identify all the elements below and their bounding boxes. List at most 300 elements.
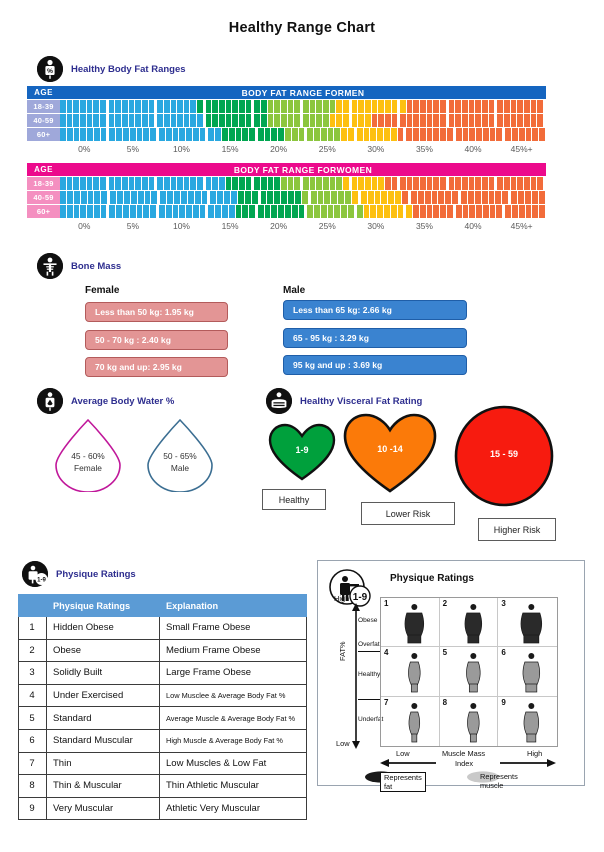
body-fat-cell xyxy=(358,114,364,127)
diagram-x-axis-label-1: Muscle Mass xyxy=(442,749,486,758)
body-fat-cell xyxy=(288,114,294,127)
body-fat-cell xyxy=(116,128,122,141)
body-fat-cell xyxy=(343,100,349,113)
body-fat-cell xyxy=(109,128,115,141)
body-fat-cell xyxy=(462,177,468,190)
body-fat-cell xyxy=(418,191,424,204)
physique-header-rating: Physique Ratings xyxy=(47,595,160,617)
body-fat-cell xyxy=(208,205,214,218)
body-fat-cell xyxy=(420,100,426,113)
body-fat-cell xyxy=(433,114,439,127)
table-row xyxy=(19,797,307,820)
body-fat-row xyxy=(27,114,546,127)
physique-grid-cell-3 xyxy=(498,598,557,647)
body-fat-cell xyxy=(157,100,163,113)
body-fat-cell xyxy=(249,205,255,218)
men-title-emphasis: MEN xyxy=(344,87,365,98)
body-fat-cell xyxy=(81,191,87,204)
body-fat-cell xyxy=(537,100,543,113)
body-fat-cell xyxy=(249,128,255,141)
body-fat-cell xyxy=(413,128,419,141)
body-fat-cell xyxy=(447,205,453,218)
axis-tick: 0% xyxy=(78,221,91,231)
body-fat-cell xyxy=(174,191,180,204)
body-fat-cell xyxy=(532,205,538,218)
body-fat-cell xyxy=(331,191,337,204)
body-fat-cell xyxy=(129,100,135,113)
body-fat-cell xyxy=(388,191,394,204)
body-fat-row xyxy=(27,191,546,204)
table-row xyxy=(19,707,307,730)
body-fat-cell xyxy=(483,205,489,218)
body-fat-cell xyxy=(231,191,237,204)
body-fat-cell xyxy=(157,177,163,190)
axis-tick: 10% xyxy=(172,221,190,231)
body-fat-cell xyxy=(489,177,495,190)
body-fat-cell xyxy=(427,128,433,141)
body-fat-cell xyxy=(80,177,86,190)
body-fat-cell xyxy=(440,128,446,141)
body-fat-cell xyxy=(440,114,446,127)
body-fat-cell xyxy=(179,128,185,141)
axis-tick: 20% xyxy=(270,221,288,231)
body-fat-cell xyxy=(336,114,342,127)
body-fat-cell xyxy=(449,177,455,190)
body-fat-cell xyxy=(142,177,148,190)
body-fat-cell xyxy=(226,100,232,113)
axis-tick: 15% xyxy=(221,221,239,231)
visceral-risk-lower: Lower Risk xyxy=(361,502,455,525)
bone-mass-female-item-1: Less than 50 kg: 1.95 kg xyxy=(85,302,228,322)
body-fat-cell xyxy=(288,191,294,204)
body-fat-cell xyxy=(288,177,294,190)
body-fat-cell xyxy=(324,191,330,204)
body-fat-cell xyxy=(518,191,524,204)
physique-cell-num: 7 xyxy=(19,752,47,775)
female-water-range: 45 - 60% xyxy=(71,451,105,461)
diagram-title: Physique Ratings xyxy=(390,573,474,584)
body-fat-cell xyxy=(519,205,525,218)
body-fat-cell xyxy=(427,114,433,127)
body-fat-cell xyxy=(212,100,218,113)
physique-grid-cell-1 xyxy=(381,598,440,647)
body-fat-cell xyxy=(242,128,248,141)
body-fat-cell xyxy=(314,128,320,141)
body-fat-cell xyxy=(109,205,115,218)
body-fat-cell xyxy=(200,205,206,218)
body-fat-cell xyxy=(261,100,267,113)
body-fat-cell xyxy=(496,128,502,141)
diagram-divider-1 xyxy=(358,651,380,652)
body-fat-cell xyxy=(511,177,517,190)
body-fat-cell xyxy=(370,128,376,141)
body-fat-cell xyxy=(427,100,433,113)
body-fat-cell xyxy=(239,177,245,190)
body-fat-cell xyxy=(166,205,172,218)
physique-cell-num: 9 xyxy=(19,797,47,820)
physique-body-figure xyxy=(440,697,499,746)
physique-cell-explanation: Low Musclee & Average Body Fat % xyxy=(160,684,307,707)
body-fat-cell xyxy=(497,114,503,127)
diagram-x-axis-arrows xyxy=(380,757,556,769)
body-fat-cell xyxy=(292,205,298,218)
body-fat-women-table xyxy=(27,163,546,231)
diagram-cat-obese: Obese xyxy=(358,617,378,624)
body-fat-cell xyxy=(122,100,128,113)
body-fat-cell xyxy=(462,114,468,127)
body-fat-cell xyxy=(159,205,165,218)
body-fat-cell xyxy=(74,128,80,141)
body-fat-cell xyxy=(475,100,481,113)
table-row xyxy=(19,662,307,685)
bone-mass-male-item-1: Less than 65 kg: 2.66 kg xyxy=(283,300,467,320)
body-fat-cell xyxy=(188,191,194,204)
physique-cell-num: 6 xyxy=(19,729,47,752)
body-fat-cell xyxy=(469,177,475,190)
body-fat-cell xyxy=(145,191,151,204)
table-row xyxy=(19,729,307,752)
body-fat-cell xyxy=(60,177,66,190)
body-fat-cell xyxy=(193,128,199,141)
body-fat-cell xyxy=(265,205,271,218)
diagram-x-high: High xyxy=(527,749,543,758)
body-fat-cell xyxy=(427,205,433,218)
body-fat-cell xyxy=(200,128,206,141)
visceral-fat-section-label: Healthy Visceral Fat Rating xyxy=(300,395,423,407)
axis-tick: 25% xyxy=(318,221,336,231)
body-fat-cell xyxy=(73,177,79,190)
body-fat-cell xyxy=(432,191,438,204)
body-fat-cell xyxy=(302,191,308,204)
body-fat-cell xyxy=(206,177,212,190)
body-fat-cell xyxy=(131,191,137,204)
body-fat-cell xyxy=(469,205,475,218)
visceral-heart-higher-risk xyxy=(452,404,556,508)
body-fat-cell xyxy=(100,100,106,113)
body-fat-cell xyxy=(135,114,141,127)
body-fat-cell xyxy=(109,100,115,113)
body-fat-cell xyxy=(398,205,404,218)
body-fat-section-heading xyxy=(37,56,186,82)
body-fat-cell xyxy=(117,191,123,204)
body-fat-cell xyxy=(469,128,475,141)
women-table-title xyxy=(60,163,546,176)
body-fat-cell xyxy=(142,114,148,127)
body-fat-cell xyxy=(378,114,384,127)
body-fat-cell xyxy=(400,114,406,127)
body-fat-cell xyxy=(411,191,417,204)
physique-cell-rating: Standard Muscular xyxy=(47,729,160,752)
physique-grid-cell-number: 3 xyxy=(501,599,506,608)
body-fat-cell xyxy=(164,100,170,113)
women-title-emphasis: WOMEN xyxy=(336,164,373,175)
body-fat-cell xyxy=(532,191,538,204)
body-fat-cell xyxy=(482,177,488,190)
body-fat-cell xyxy=(489,191,495,204)
body-fat-cell xyxy=(197,177,203,190)
body-fat-cell xyxy=(307,128,313,141)
physique-cell-explanation: Athletic Very Muscular xyxy=(160,797,307,820)
physique-cell-rating: Thin xyxy=(47,752,160,775)
visceral-value-lower-risk: 10 -14 xyxy=(377,444,403,454)
physique-cell-explanation: Thin Athletic Muscular xyxy=(160,775,307,798)
body-fat-cell xyxy=(73,100,79,113)
body-fat-cell xyxy=(219,114,225,127)
table-row xyxy=(19,617,307,640)
body-fat-cell xyxy=(193,205,199,218)
age-label-40-59: 40-59 xyxy=(27,191,60,204)
body-fat-cell xyxy=(149,177,155,190)
body-fat-cell xyxy=(288,100,294,113)
body-fat-cell xyxy=(274,114,280,127)
body-fat-cell xyxy=(232,100,238,113)
body-fat-cell xyxy=(252,191,258,204)
body-fat-cell xyxy=(407,177,413,190)
body-fat-cells xyxy=(60,100,546,113)
men-axis xyxy=(27,144,546,154)
body-water-section-label: Average Body Water % xyxy=(71,395,175,407)
axis-tick: 40% xyxy=(464,144,482,154)
body-fat-cell xyxy=(224,191,230,204)
male-water-who: Male xyxy=(170,463,190,473)
body-fat-cell xyxy=(343,177,349,190)
body-fat-cell xyxy=(364,205,370,218)
diagram-grid xyxy=(380,597,558,747)
physique-cell-rating: Obese xyxy=(47,639,160,662)
body-fat-cell xyxy=(385,177,391,190)
body-fat-cell xyxy=(219,100,225,113)
body-fat-cell xyxy=(258,128,264,141)
axis-tick: 0% xyxy=(78,144,91,154)
age-label-60+: 60+ xyxy=(27,128,60,141)
body-fat-cell xyxy=(482,191,488,204)
body-fat-cell xyxy=(93,177,99,190)
body-fat-cell xyxy=(142,100,148,113)
body-fat-cell xyxy=(358,100,364,113)
body-fat-cell xyxy=(310,114,316,127)
body-fat-cell xyxy=(407,100,413,113)
body-fat-cell xyxy=(80,100,86,113)
body-fat-cell xyxy=(217,191,223,204)
body-fat-cell xyxy=(482,114,488,127)
bone-mass-female-item-3: 70 kg and up: 2.95 kg xyxy=(85,357,228,377)
table-row xyxy=(19,684,307,707)
body-water-drop-female xyxy=(48,417,128,492)
bone-mass-female-label: Female xyxy=(85,285,120,296)
body-fat-cell xyxy=(323,114,329,127)
body-fat-cell xyxy=(469,100,475,113)
women-axis xyxy=(27,221,546,231)
body-fat-cell xyxy=(232,177,238,190)
body-fat-cell xyxy=(352,114,358,127)
women-title-prefix: BODY FAT RANGE FOR xyxy=(233,164,337,175)
body-fat-cell xyxy=(232,114,238,127)
axis-tick: 35% xyxy=(415,221,433,231)
body-fat-cell xyxy=(100,114,106,127)
body-fat-cell xyxy=(392,177,398,190)
physique-cell-explanation: Large Frame Obese xyxy=(160,662,307,685)
bone-mass-section-heading xyxy=(37,253,121,279)
visceral-fat-icon xyxy=(266,388,292,414)
body-fat-cell xyxy=(497,177,503,190)
body-fat-cell xyxy=(274,191,280,204)
body-fat-cell xyxy=(303,100,309,113)
body-fat-cell xyxy=(258,205,264,218)
body-fat-cell xyxy=(60,100,66,113)
body-fat-cell xyxy=(517,177,523,190)
body-fat-cell xyxy=(171,114,177,127)
body-fat-cell xyxy=(303,177,309,190)
physique-grid-cell-4 xyxy=(381,647,440,696)
body-fat-cell xyxy=(67,100,73,113)
body-fat-cell xyxy=(384,128,390,141)
body-fat-cell xyxy=(425,191,431,204)
body-fat-cell xyxy=(316,100,322,113)
body-fat-cell xyxy=(135,177,141,190)
physique-grid-cell-number: 4 xyxy=(384,648,389,658)
body-fat-cell xyxy=(475,177,481,190)
body-fat-cell xyxy=(171,177,177,190)
body-fat-cell xyxy=(469,114,475,127)
body-fat-cell xyxy=(537,177,543,190)
women-age-header: AGE xyxy=(27,163,60,176)
physique-cell-rating: Thin & Muscular xyxy=(47,775,160,798)
body-fat-cell xyxy=(504,177,510,190)
body-water-drop-male xyxy=(140,417,220,492)
body-fat-cell xyxy=(420,128,426,141)
men-rows xyxy=(27,100,546,141)
body-fat-men-header xyxy=(27,86,546,99)
body-fat-cell xyxy=(321,128,327,141)
physique-grid-cell-8 xyxy=(440,697,499,746)
body-fat-row xyxy=(27,205,546,218)
body-fat-cell xyxy=(455,100,461,113)
body-fat-cell xyxy=(281,191,287,204)
body-fat-cell xyxy=(115,100,121,113)
body-fat-cell xyxy=(299,128,305,141)
body-fat-percent-icon xyxy=(37,56,63,82)
body-fat-cell xyxy=(67,128,73,141)
body-fat-cell xyxy=(143,128,149,141)
body-fat-row xyxy=(27,100,546,113)
body-fat-cell xyxy=(246,177,252,190)
physique-ratings-table xyxy=(18,594,307,820)
body-fat-cell xyxy=(496,205,502,218)
body-fat-cell xyxy=(323,177,329,190)
body-fat-cell xyxy=(149,100,155,113)
body-fat-cell xyxy=(531,100,537,113)
body-fat-cell xyxy=(195,191,201,204)
body-fat-cell xyxy=(94,191,100,204)
body-fat-cell xyxy=(395,191,401,204)
axis-tick: 35% xyxy=(415,144,433,154)
body-fat-cell xyxy=(391,128,397,141)
body-fat-cell xyxy=(229,128,235,141)
body-fat-row xyxy=(27,177,546,190)
physique-cell-num: 5 xyxy=(19,707,47,730)
body-fat-cell xyxy=(164,114,170,127)
axis-tick: 40% xyxy=(464,221,482,231)
physique-cell-explanation: Small Frame Obese xyxy=(160,617,307,640)
body-fat-cell xyxy=(345,191,351,204)
body-fat-cells xyxy=(60,114,546,127)
physique-body-figure xyxy=(381,697,440,746)
body-fat-cell xyxy=(502,191,508,204)
body-fat-cell xyxy=(445,191,451,204)
bone-mass-male-item-2: 65 - 95 kg : 3.29 kg xyxy=(283,328,467,348)
men-title-prefix: BODY FAT RANGE FOR xyxy=(241,87,345,98)
diagram-x-axis-label-2: Index xyxy=(455,759,474,768)
body-fat-cell xyxy=(271,205,277,218)
diagram-legend-fat-label: Represents fat xyxy=(380,772,426,792)
age-label-60+: 60+ xyxy=(27,205,60,218)
body-fat-cell xyxy=(67,114,73,127)
body-fat-cell xyxy=(348,205,354,218)
body-fat-cell xyxy=(150,205,156,218)
body-fat-cell xyxy=(159,128,165,141)
body-fat-cell xyxy=(150,128,156,141)
physique-grid-cell-2 xyxy=(440,598,499,647)
body-fat-cells xyxy=(60,177,546,190)
axis-tick: 25% xyxy=(318,144,336,154)
body-fat-cell xyxy=(74,205,80,218)
body-fat-cell xyxy=(517,100,523,113)
body-fat-cell xyxy=(80,114,86,127)
body-fat-cell xyxy=(475,191,481,204)
body-fat-cell xyxy=(392,114,398,127)
body-fat-cell xyxy=(365,177,371,190)
body-fat-cell xyxy=(433,100,439,113)
body-fat-cell xyxy=(226,177,232,190)
body-fat-cell xyxy=(281,177,287,190)
body-fat-cell xyxy=(372,100,378,113)
body-fat-cell xyxy=(364,128,370,141)
body-fat-cell xyxy=(539,205,545,218)
body-fat-cell xyxy=(440,177,446,190)
body-fat-cell xyxy=(210,191,216,204)
body-fat-cell xyxy=(281,114,287,127)
body-fat-cell xyxy=(490,205,496,218)
body-fat-cell xyxy=(475,114,481,127)
body-fat-cell xyxy=(88,191,94,204)
body-fat-cell xyxy=(208,128,214,141)
body-fat-row xyxy=(27,128,546,141)
body-fat-cell xyxy=(67,205,73,218)
body-fat-cell xyxy=(285,128,291,141)
body-fat-cell xyxy=(242,205,248,218)
body-fat-cell xyxy=(531,114,537,127)
body-fat-cell xyxy=(456,205,462,218)
body-fat-cell xyxy=(222,205,228,218)
skeleton-icon xyxy=(37,253,63,279)
diagram-legend-muscle-label: Represents muscle xyxy=(480,772,518,790)
physique-grid-cell-5 xyxy=(440,647,499,696)
body-fat-cell xyxy=(525,191,531,204)
body-fat-cell xyxy=(413,205,419,218)
body-fat-cell xyxy=(67,177,73,190)
body-fat-cell xyxy=(537,114,543,127)
body-fat-cell xyxy=(483,128,489,141)
body-fat-cell xyxy=(400,177,406,190)
body-fat-cell xyxy=(222,128,228,141)
body-fat-cell xyxy=(341,205,347,218)
body-fat-cell xyxy=(239,100,245,113)
body-fat-cell xyxy=(489,114,495,127)
body-fat-cell xyxy=(427,177,433,190)
body-fat-cell xyxy=(449,100,455,113)
body-fat-cell xyxy=(532,128,538,141)
physique-cell-explanation: Medium Frame Obese xyxy=(160,639,307,662)
